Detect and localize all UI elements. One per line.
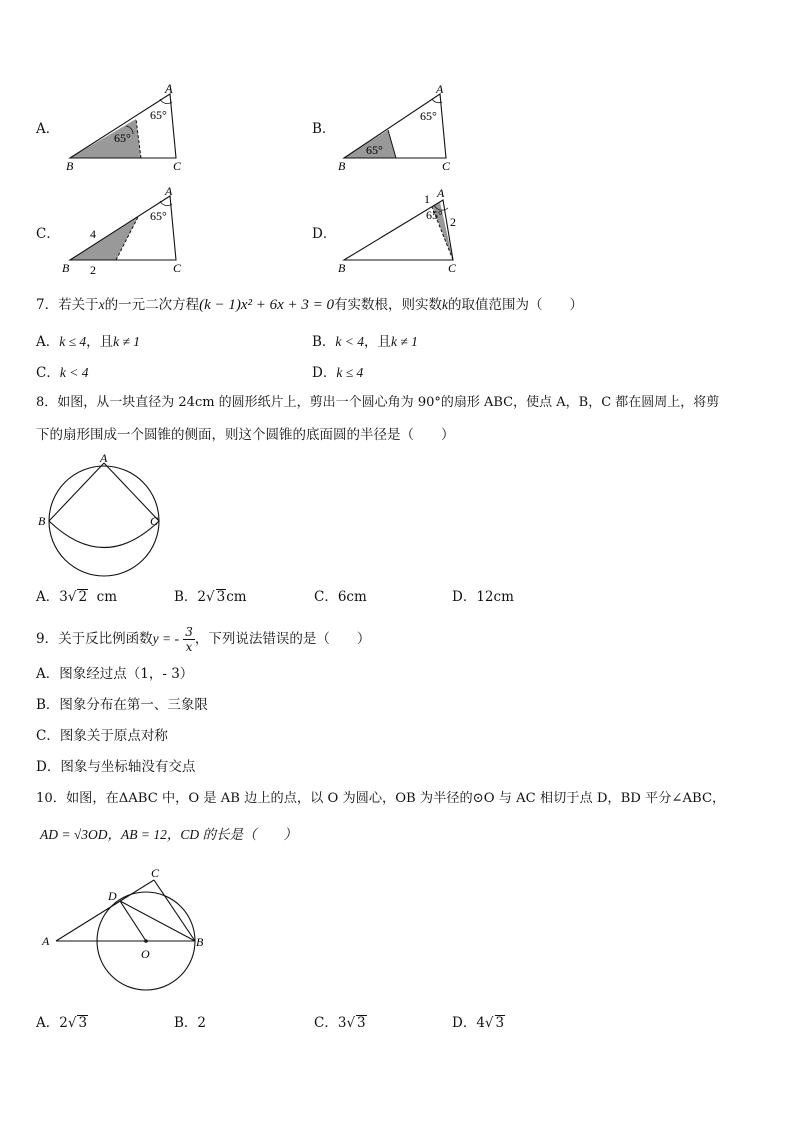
q7-stem-pre: 7．若关于 (36, 297, 99, 313)
q8-option-a-radicand: 2 (78, 589, 88, 605)
q10-option-a-radicand: 3 (78, 1015, 88, 1031)
q8-option-d-letter: D． (452, 589, 477, 605)
q6-option-b-letter: B． (312, 121, 336, 137)
q6b-label-b: B (338, 159, 346, 173)
q7-stem (36, 296, 583, 314)
q10-line-od (120, 901, 146, 941)
q9-stem-pre: 9．关于反比例函数 (36, 631, 153, 647)
q7-option-b-math: k < 4 (335, 334, 365, 349)
q7-option-c (36, 364, 88, 382)
q6-figure-b (336, 82, 476, 174)
q10-label-c: C (151, 866, 160, 880)
q8-option-c (314, 588, 367, 606)
q9-option-b (36, 696, 208, 714)
q8-option-d (452, 588, 514, 606)
q6a-angle-label-2: 65° (114, 131, 131, 145)
q9-fraction-den: x (185, 640, 193, 654)
q8-option-c-text: 6cm (337, 589, 367, 605)
q9-option-b-letter: B． (36, 697, 60, 713)
q6a-angle-label: 65° (150, 108, 167, 122)
q8-label-b: B (38, 514, 46, 528)
q7-option-d (312, 364, 363, 382)
q10-stem-line1: 10．如图，在ΔABC 中，O 是 AB 边上的点，以 O 为圆心，OB 为半径的⊙O 与 AC 相切于点 D，BD 平分∠ABC， (36, 791, 726, 806)
q7-option-b-text: ，且 (364, 334, 392, 350)
q10-label-b: B (196, 935, 204, 949)
q7-option-a (36, 333, 140, 351)
q6-figure-c (60, 184, 200, 278)
q6a-label-b: B (66, 159, 74, 173)
q6b-angle-label: 65° (420, 109, 437, 123)
q10-option-d-radicand: 3 (495, 1015, 505, 1031)
q8-option-a: A．3√ 2 cm (36, 589, 118, 605)
q10-option-a-coef: 2 (59, 1015, 68, 1031)
q8-label-c: C (150, 514, 159, 528)
q9-option-d (36, 758, 195, 776)
q6c-length-4: 4 (90, 227, 96, 241)
q7-stem-end: 的取值范围为（ ） (448, 297, 584, 313)
q8-option-b-coef: 2 (197, 589, 207, 605)
q9-option-d-letter: D． (36, 759, 61, 775)
q6c-angle-label: 65° (150, 209, 167, 223)
q8-stem-line1: 8．如图，从一块直径为 24cm 的圆形纸片上，剪出一个圆心角为 90°的扇形 ABC，使点 A，B，C 都在圆周上，将剪 (36, 395, 720, 410)
q7-option-a-letter: A． (36, 334, 60, 350)
q9-stem (36, 621, 370, 657)
q7-equation: (k − 1)x² + 6x + 3 = 0 (199, 297, 335, 313)
q8-figure (36, 450, 166, 580)
q9-option-c (36, 727, 168, 745)
q10-option-d-letter: D． (452, 1015, 477, 1031)
q8-option-d-text: 12cm (476, 589, 514, 605)
q7-stem-post: 有实数根，则实数 (334, 297, 443, 313)
q10-option-b-text: 2 (197, 1015, 207, 1031)
q7-stem-mid: 的一元二次方程 (104, 297, 200, 313)
q10-line-bc (154, 880, 195, 941)
q6-option-c-letter: C． (36, 226, 60, 242)
q7-option-a-text: ，且 (86, 334, 114, 350)
q6b-angle-label-2: 65° (366, 143, 383, 157)
q8-option-a-letter: A． (36, 589, 60, 605)
q7-option-d-letter: D． (312, 365, 337, 381)
q8-sector-arc (49, 521, 159, 548)
q10-option-b-letter: B． (174, 1015, 198, 1031)
q10-label-o: O (141, 947, 150, 961)
q10-option-c-coef: 3 (337, 1015, 347, 1031)
q10-option-d: D．4√ 3 (452, 1015, 505, 1031)
q8-option-b-letter: B． (174, 589, 198, 605)
q8-label-a: A (100, 451, 108, 465)
q6d-angle-label: 65° (426, 208, 443, 222)
q9-option-a-letter: A． (36, 666, 60, 682)
q8-stem-line2: 下的扇形围成一个圆锥的侧面，则这个圆锥的底面圆的半径是（ ） (36, 427, 455, 443)
q6c-label-b: B (62, 261, 70, 275)
q10-option-a-letter: A． (36, 1015, 60, 1031)
q7-option-a-math: k ≤ 4 (59, 334, 87, 349)
q6d-label-b: B (338, 261, 346, 275)
q9-func: y = - (152, 631, 179, 646)
q9-option-c-letter: C． (36, 728, 60, 744)
q6a-label-a: A (165, 82, 173, 96)
q7-option-b (312, 333, 418, 351)
q7-option-c-letter: C． (36, 365, 60, 381)
q6d-label-c: C (448, 261, 457, 275)
q6d-label-1: 1 (424, 192, 430, 206)
q8-option-b-unit: cm (226, 589, 247, 605)
q7-var-k: k (442, 297, 449, 312)
q10-option-c-letter: C． (314, 1015, 338, 1031)
q10-label-d: D (108, 889, 117, 903)
q6-figure-d (336, 184, 476, 278)
q10-option-d-coef: 4 (476, 1015, 485, 1031)
q8-circle (49, 466, 159, 576)
q9-fraction-num: 3 (185, 625, 193, 639)
q10-line-bd (120, 901, 195, 941)
q8-option-b: B．2√ 3cm (174, 589, 247, 605)
q8-option-a-unit: cm (96, 589, 118, 605)
q10-option-c: C．3√ 3 (314, 1015, 366, 1031)
q10-label-a: A (42, 934, 50, 948)
q7-option-c-math: k < 4 (59, 365, 89, 380)
q9-option-a-text: 图象经过点（1，- 3） (59, 666, 194, 682)
q7-option-b-letter: B． (312, 334, 336, 350)
q6-option-d-letter: D． (312, 226, 337, 242)
q10-center-dot (144, 939, 148, 943)
q6c-label-a: A (165, 184, 173, 198)
q9-stem-post: ，下列说法错误的是（ ） (194, 631, 371, 647)
q6d-label-2: 2 (450, 215, 456, 229)
q10-option-a: A．2√ 3 (36, 1015, 88, 1031)
q7-option-d-math: k ≤ 4 (336, 365, 364, 380)
q6-figure-a (60, 82, 200, 174)
q6d-label-a: A (437, 186, 445, 200)
q9-option-b-text: 图象分布在第一、三象限 (59, 697, 208, 713)
q7-var-x: x (98, 297, 105, 312)
q10-option-b (174, 1014, 206, 1032)
q9-fraction (183, 625, 195, 654)
q6c-label-c: C (173, 261, 182, 275)
q6b-label-c: C (442, 159, 451, 173)
q8-option-b-radicand: 3 (216, 589, 226, 605)
q6b-label-a: A (436, 82, 444, 96)
q7-option-a-math2: k ≠ 1 (113, 334, 141, 349)
q6c-length-2: 2 (90, 263, 96, 277)
q8-option-a-coef: 3 (59, 589, 68, 605)
q6b-triangle (344, 94, 446, 158)
q6-option-a-letter: A． (36, 121, 60, 137)
q9-option-a (36, 665, 193, 683)
q9-option-d-text: 图象与坐标轴没有交点 (60, 759, 196, 775)
q8-option-c-letter: C． (314, 589, 338, 605)
q10-figure (36, 862, 216, 994)
q9-option-c-text: 图象关于原点对称 (59, 728, 168, 744)
q6a-label-c: C (173, 159, 182, 173)
q10-line-ac (56, 880, 154, 941)
q7-option-b-math2: k ≠ 1 (391, 334, 418, 349)
q10-option-c-radicand: 3 (357, 1015, 366, 1031)
q10-stem-line2: AD = √3OD，AB = 12，CD 的长是（ ） (40, 827, 297, 842)
